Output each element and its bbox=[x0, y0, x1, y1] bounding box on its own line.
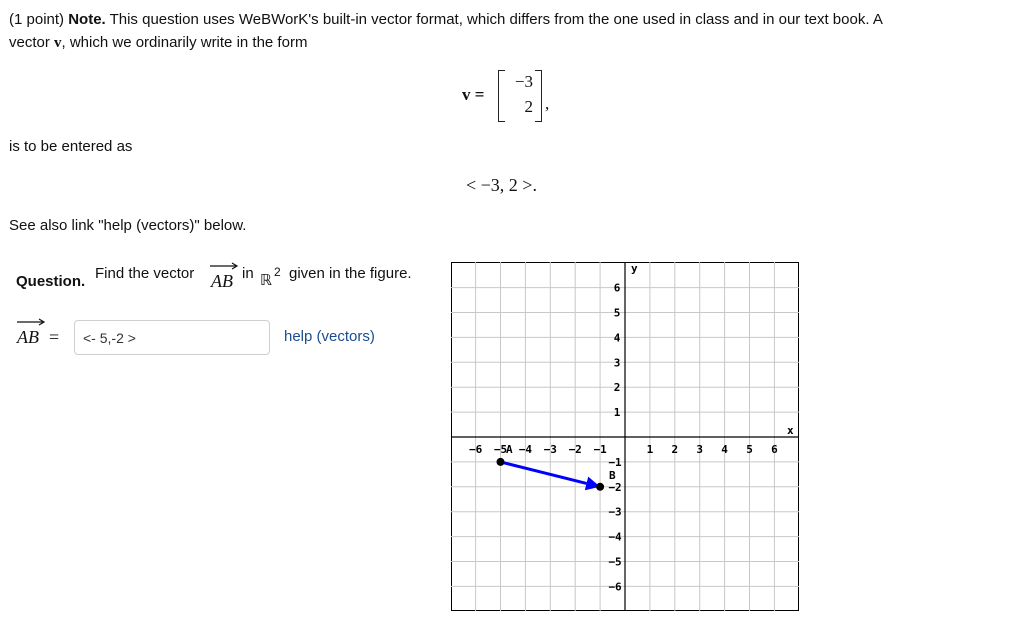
vector-ab-label: AB bbox=[211, 271, 233, 291]
vector-arrow-icon bbox=[16, 318, 46, 326]
answer-input[interactable] bbox=[74, 320, 270, 355]
question-label: Question. bbox=[16, 273, 86, 290]
answer-equals: = bbox=[49, 327, 60, 347]
right-bracket bbox=[535, 70, 542, 122]
x-tick-label: −2 bbox=[568, 443, 582, 456]
y-tick-label: −4 bbox=[608, 530, 622, 544]
y-tick-label: 3 bbox=[613, 356, 621, 370]
vector-arrow-icon bbox=[209, 262, 239, 270]
matrix-top-entry: −3 bbox=[514, 72, 533, 91]
y-tick-label: −2 bbox=[608, 480, 622, 494]
y-tick-label: −3 bbox=[608, 505, 622, 519]
see-also-text: See also link "help (vectors)" below. bbox=[9, 217, 247, 234]
question-text-in: in bbox=[242, 265, 254, 282]
matrix-comma: , bbox=[545, 94, 550, 113]
y-tick-label: 4 bbox=[613, 331, 621, 345]
y-tick-label: 1 bbox=[613, 406, 621, 420]
y-tick-label: 2 bbox=[613, 381, 621, 395]
x-axis-label: x bbox=[787, 424, 794, 437]
matrix-bottom-entry: 2 bbox=[524, 97, 533, 116]
y-tick-label: 5 bbox=[613, 306, 621, 320]
y-tick-label: −6 bbox=[608, 580, 622, 594]
y-tick-label: −5 bbox=[608, 555, 622, 569]
vector-v-equation bbox=[462, 85, 484, 105]
point-a-dot bbox=[497, 458, 505, 466]
help-vectors-link[interactable]: help (vectors) bbox=[284, 328, 375, 345]
real-numbers-symbol: ℝ bbox=[260, 271, 272, 289]
y-tick-label: 6 bbox=[613, 281, 621, 295]
angle-bracket-form: < −3, 2 >. bbox=[466, 175, 537, 195]
y-tick-label: −1 bbox=[608, 455, 622, 469]
y-axis-label: y bbox=[631, 262, 638, 275]
x-tick-label: −4 bbox=[518, 443, 533, 456]
question-statement bbox=[16, 262, 446, 302]
x-tick-label: 5 bbox=[746, 443, 753, 456]
left-bracket bbox=[498, 70, 505, 122]
vector-ab-symbol bbox=[209, 262, 241, 292]
x-tick-label: 3 bbox=[696, 443, 704, 456]
x-tick-label: −3 bbox=[543, 443, 557, 456]
answer-vector-label: AB bbox=[17, 327, 39, 347]
x-tick-label: 4 bbox=[721, 443, 728, 456]
intro-paragraph bbox=[9, 8, 1009, 55]
entered-as-text: is to be entered as bbox=[9, 138, 133, 155]
intro-text-line2-post: , which we ordinarily write in the form bbox=[61, 34, 308, 51]
x-tick-label: 6 bbox=[771, 443, 778, 456]
question-text-pre: Find the vector bbox=[95, 265, 195, 282]
intro-text-line1: This question uses WeBWorK's built-in vector format, which differs from the one used in class and in our text book. A bbox=[105, 11, 883, 28]
x-tick-label: 2 bbox=[671, 443, 679, 456]
point-b-dot bbox=[596, 483, 604, 491]
point-b-label: B bbox=[609, 469, 616, 482]
intro-text-line2-pre: vector bbox=[9, 34, 55, 51]
x-tick-label: 1 bbox=[646, 443, 654, 456]
v-equals: v = bbox=[462, 85, 485, 104]
note-label: Note. bbox=[68, 11, 106, 28]
dimension-superscript: 2 bbox=[274, 265, 281, 279]
x-tick-label: −5 bbox=[493, 443, 508, 456]
answer-lhs bbox=[16, 318, 68, 348]
vector-v-symbol: v bbox=[54, 35, 62, 51]
x-tick-label: −6 bbox=[468, 443, 483, 456]
point-a-label: A bbox=[506, 443, 513, 456]
x-tick-label: −1 bbox=[593, 443, 607, 456]
points-label: (1 point) bbox=[9, 11, 65, 28]
column-vector-matrix bbox=[498, 70, 542, 122]
question-text-post: given in the figure. bbox=[289, 265, 412, 282]
coordinate-graph bbox=[451, 262, 799, 611]
